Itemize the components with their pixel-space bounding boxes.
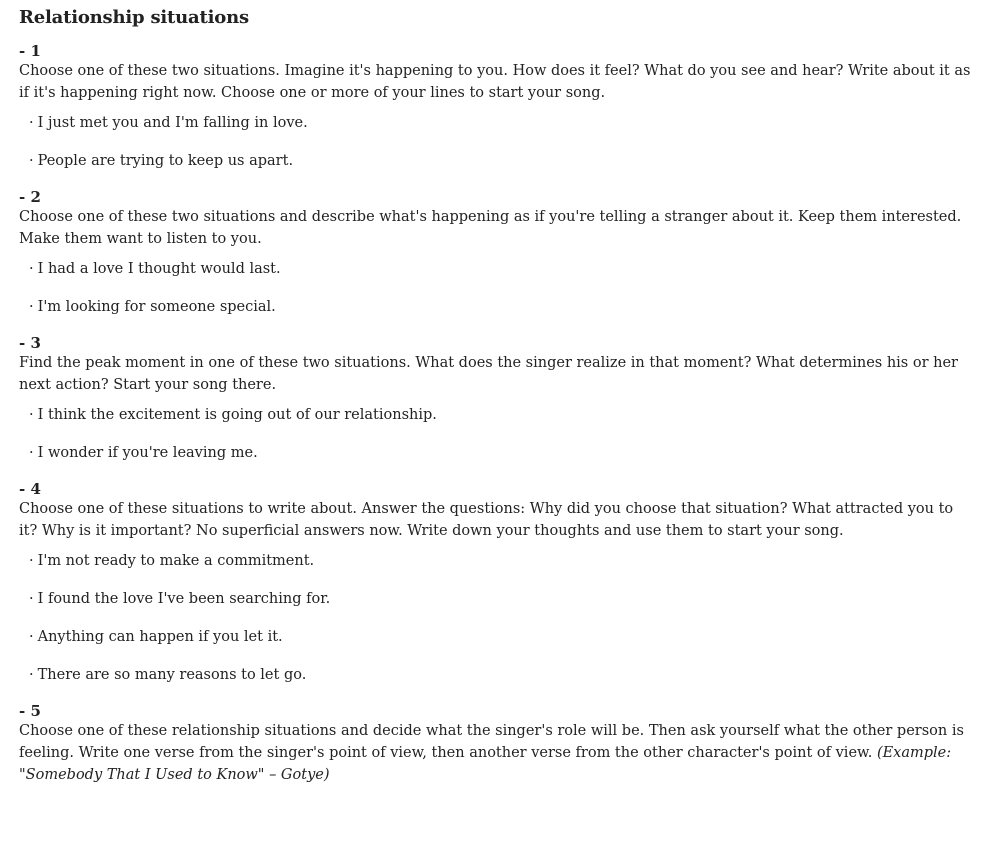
section-number: - 1 xyxy=(19,42,41,60)
bullet: · xyxy=(29,407,34,423)
bullet: · xyxy=(29,299,34,315)
section-number: - 4 xyxy=(19,480,41,498)
list-item xyxy=(29,442,973,464)
bullet: · xyxy=(29,591,34,607)
section-number: - 2 xyxy=(19,188,41,206)
section-text xyxy=(19,720,973,786)
option-text: Anything can happen if you let it. xyxy=(37,629,283,645)
list-item xyxy=(29,626,973,648)
bullet: · xyxy=(29,445,34,461)
page-title: Relationship situations xyxy=(19,7,249,28)
bullet: · xyxy=(29,261,34,277)
section-4 xyxy=(19,480,973,686)
bullet: · xyxy=(29,667,34,683)
section-5 xyxy=(19,702,973,786)
section-2 xyxy=(19,188,973,318)
option-text: I'm looking for someone special. xyxy=(37,299,276,315)
bullet: · xyxy=(29,629,34,645)
option-text: I wonder if you're leaving me. xyxy=(37,445,258,461)
option-text: People are trying to keep us apart. xyxy=(37,153,294,169)
list-item xyxy=(29,150,973,172)
example-note: (Example: "Somebody That I Used to Know" – Gotye) xyxy=(19,745,952,783)
option-text: I'm not ready to make a commitment. xyxy=(37,553,315,569)
list-item xyxy=(29,258,973,280)
list-item xyxy=(29,588,973,610)
option-text: I just met you and I'm falling in love. xyxy=(37,115,308,131)
section-number: - 5 xyxy=(19,702,41,720)
list-item xyxy=(29,550,973,572)
bullet: · xyxy=(29,153,34,169)
list-item xyxy=(29,112,973,134)
option-text: There are so many reasons to let go. xyxy=(37,667,307,683)
section-body: Choose one of these relationship situations and decide what the singer's role will be. Then ask yourself what the other person is feeling. Write one verse from the singer's point of view, then another verse from the other character's point of view. xyxy=(19,723,964,761)
section-text: Choose one of these situations to write about. Answer the questions: Why did you choose that situation? What attracted you to it? Why is it important? No superficial answers now. Write down your thoughts and use them to start your song. xyxy=(19,501,954,539)
section-1 xyxy=(19,42,973,172)
list-item xyxy=(29,404,973,426)
section-text: Choose one of these two situations. Imagine it's happening to you. How does it feel? What do you see and hear? Write about it as if it's happening right now. Choose one or more of your lines to start your song. xyxy=(19,63,971,101)
option-text: I had a love I thought would last. xyxy=(37,261,281,277)
bullet: · xyxy=(29,115,34,131)
option-text: I think the excitement is going out of our relationship. xyxy=(37,407,437,423)
section-3 xyxy=(19,334,973,464)
list-item xyxy=(29,296,973,318)
section-text: Find the peak moment in one of these two situations. What does the singer realize in that moment? What determines his or her next action? Start your song there. xyxy=(19,355,958,393)
option-text: I found the love I've been searching for. xyxy=(37,591,331,607)
section-text: Choose one of these two situations and describe what's happening as if you're telling a stranger about it. Keep them interested. Make them want to listen to you. xyxy=(19,209,962,247)
bullet: · xyxy=(29,553,34,569)
list-item xyxy=(29,664,973,686)
section-number: - 3 xyxy=(19,334,41,352)
